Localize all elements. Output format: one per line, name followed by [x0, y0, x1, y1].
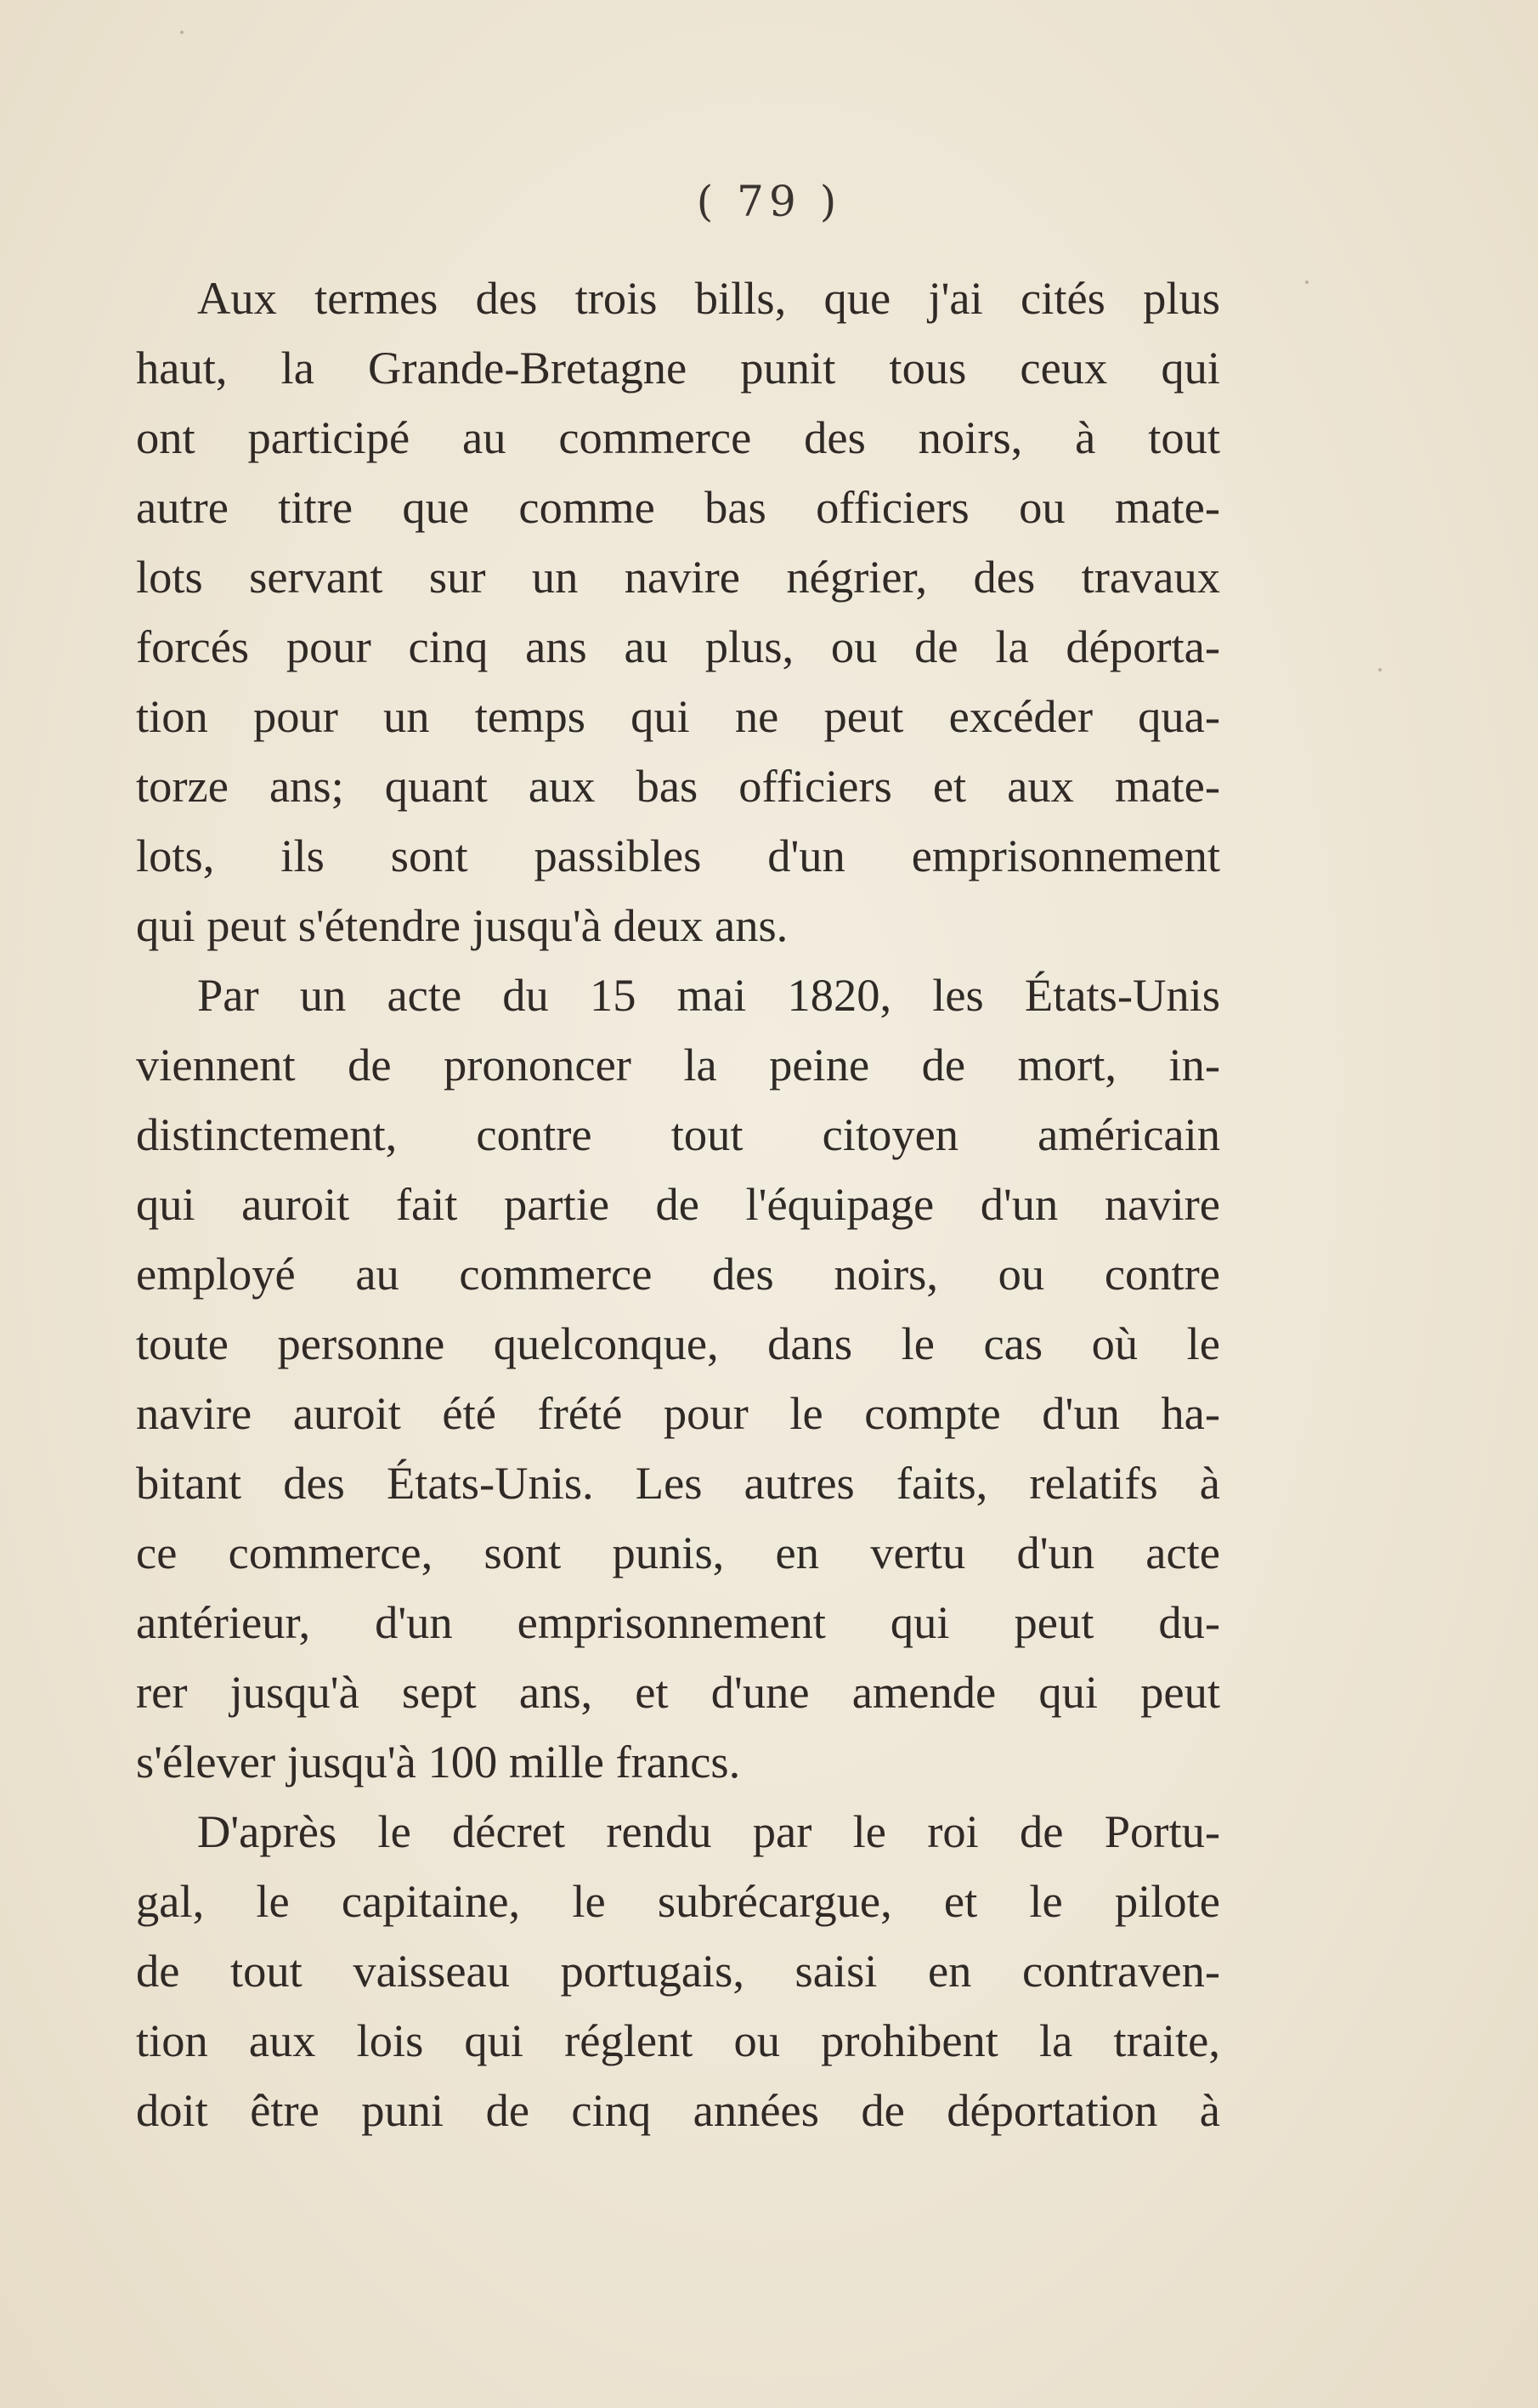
text-line: bitant des États-Unis. Les autres faits, relatifs à: [136, 1457, 1220, 1509]
text-line: tion aux lois qui réglent ou prohibent la traite,: [136, 2014, 1220, 2066]
text-line: lots servant sur un navire négrier, des travaux: [136, 551, 1220, 603]
text-line: qui auroit fait partie de l'équipage d'un navire: [136, 1178, 1220, 1230]
text-line: Aux termes des trois bills, que j'ai cités plus: [197, 272, 1220, 324]
paper-speck: [1305, 280, 1309, 284]
text-line: distinctement, contre tout citoyen américain: [136, 1108, 1220, 1160]
text-line: tion pour un temps qui ne peut excéder qua-: [136, 690, 1220, 742]
text-line: rer jusqu'à sept ans, et d'une amende qui peut: [136, 1666, 1220, 1718]
text-line: D'après le décret rendu par le roi de Portu-: [197, 1805, 1220, 1857]
text-line: qui peut s'étendre jusqu'à deux ans.: [136, 899, 789, 951]
text-line: autre titre que comme bas officiers ou mate-: [136, 481, 1220, 533]
body-text: [136, 263, 1220, 2145]
text-line: de tout vaisseau portugais, saisi en contraven-: [136, 1945, 1220, 1997]
text-line: forcés pour cinq ans au plus, ou de la déporta-: [136, 620, 1220, 672]
text-line: employé au commerce des noirs, ou contre: [136, 1248, 1220, 1300]
text-line: toute personne quelconque, dans le cas où le: [136, 1317, 1220, 1369]
text-line: navire auroit été frété pour le compte d'un ha-: [136, 1387, 1220, 1439]
text-line: ce commerce, sont punis, en vertu d'un acte: [136, 1527, 1220, 1578]
text-line: ont participé au commerce des noirs, à tout: [136, 411, 1220, 463]
text-line: torze ans; quant aux bas officiers et aux mate-: [136, 760, 1220, 812]
text-line: haut, la Grande-Bretagne punit tous ceux qui: [136, 342, 1220, 394]
text-line: antérieur, d'un emprisonnement qui peut du-: [136, 1596, 1220, 1648]
text-line: s'élever jusqu'à 100 mille francs.: [136, 1736, 741, 1788]
page-number: ( 79 ): [696, 177, 842, 226]
text-line: Par un acte du 15 mai 1820, les États-Unis: [197, 969, 1220, 1021]
paper-speck: [180, 31, 184, 34]
text-line: lots, ils sont passibles d'un emprisonnement: [136, 830, 1220, 881]
paper-speck: [1378, 668, 1382, 671]
text-line: doit être puni de cinq années de déportation à: [136, 2084, 1220, 2136]
text-line: viennent de prononcer la peine de mort, in-: [136, 1039, 1220, 1091]
text-line: gal, le capitaine, le subrécargue, et le pilote: [136, 1875, 1220, 1927]
